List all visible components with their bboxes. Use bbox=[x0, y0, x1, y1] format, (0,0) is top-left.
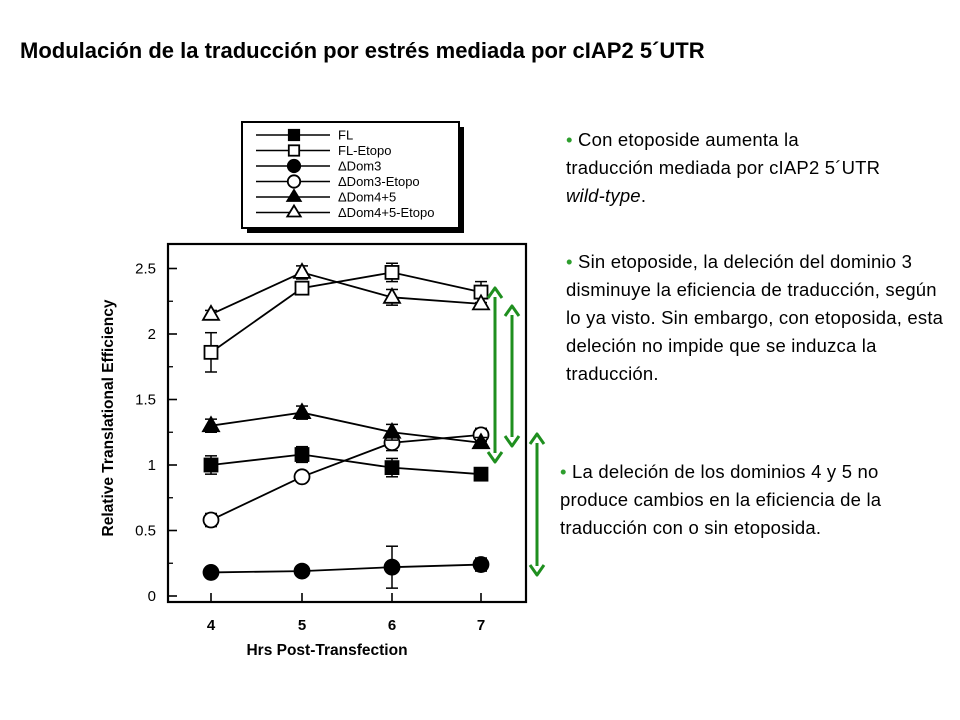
series-FL bbox=[205, 447, 488, 481]
data-point bbox=[475, 468, 488, 481]
x-tick-label: 7 bbox=[476, 617, 486, 634]
arrow-head-up bbox=[488, 288, 502, 298]
x-axis-label: Hrs Post-Transfection bbox=[246, 642, 408, 659]
data-point bbox=[203, 306, 219, 320]
legend-label: FL-Etopo bbox=[338, 143, 392, 158]
double-arrow bbox=[530, 434, 544, 575]
y-tick-label: 0.5 bbox=[135, 522, 156, 540]
chart-legend bbox=[242, 122, 464, 233]
legend-label: ΔDom4+5 bbox=[338, 189, 397, 205]
bullet-etoposide-increase bbox=[566, 126, 886, 210]
y-tick-label: 1 bbox=[147, 457, 156, 474]
slide-title: Modulación de la traducción por estrés mediada por cIAP2 5´UTR bbox=[20, 38, 705, 63]
legend-label: FL bbox=[338, 127, 354, 143]
series-ΔDom4+5 bbox=[203, 404, 489, 448]
x-tick-label: 4 bbox=[206, 617, 216, 634]
data-point bbox=[474, 557, 489, 572]
legend-label: ΔDom3-Etopo bbox=[338, 174, 420, 189]
legend-marker bbox=[288, 175, 300, 187]
data-point bbox=[205, 459, 218, 472]
arrow-head-up bbox=[505, 306, 519, 316]
bullet-text: Con etoposide aumenta la traducción mediada por cIAP2 5´UTR bbox=[566, 129, 881, 178]
bullet-dot: • bbox=[566, 129, 573, 150]
double-arrow bbox=[488, 288, 502, 462]
data-point bbox=[295, 469, 310, 484]
data-point bbox=[205, 346, 218, 359]
y-tick-label: 1.5 bbox=[135, 391, 156, 409]
bullet-dot: • bbox=[560, 461, 567, 482]
bullet-dot: • bbox=[566, 251, 573, 272]
arrow-head-up bbox=[530, 434, 544, 444]
series-ΔDom4+5-Etopo bbox=[203, 264, 489, 320]
series-line bbox=[211, 272, 481, 314]
data-point bbox=[296, 282, 309, 295]
series-line bbox=[211, 565, 481, 573]
comparison-arrows bbox=[488, 288, 544, 575]
legend-label: ΔDom4+5-Etopo bbox=[338, 205, 435, 220]
legend-marker bbox=[289, 130, 299, 140]
bullet-dom45-deletion bbox=[560, 458, 900, 542]
bullet-dom3-deletion bbox=[566, 248, 956, 388]
series-line bbox=[211, 413, 481, 443]
arrow-head-down bbox=[530, 565, 544, 575]
bullet-text-italic: wild-type bbox=[566, 185, 641, 206]
data-point bbox=[204, 513, 219, 528]
series-FL-Etopo bbox=[205, 263, 488, 372]
bullet-text: Sin etoposide, la deleción del dominio 3 disminuye la eficiencia de traducción, según lo ya visto. Sin embargo, con etoposida, esta deleción no impide que se induzca la traducción. bbox=[566, 251, 944, 384]
data-point bbox=[386, 461, 399, 474]
legend-label: ΔDom3 bbox=[338, 158, 382, 174]
legend-marker bbox=[288, 160, 300, 172]
y-tick-label: 0 bbox=[147, 588, 156, 605]
y-tick-label: 2.5 bbox=[135, 260, 156, 278]
data-point bbox=[296, 448, 309, 461]
x-tick-label: 6 bbox=[387, 617, 397, 634]
double-arrow bbox=[505, 306, 519, 446]
series-line bbox=[211, 455, 481, 475]
y-tick-label: 2 bbox=[147, 326, 156, 343]
data-point bbox=[385, 560, 400, 575]
legend-marker bbox=[289, 145, 299, 155]
arrow-head-down bbox=[488, 452, 502, 462]
series-ΔDom3-Etopo bbox=[204, 427, 489, 527]
bullet-text-end: . bbox=[640, 185, 647, 206]
bullet-text: La deleción de los dominios 4 y 5 no produce cambios en la eficiencia de la traducción con o sin etoposida. bbox=[560, 461, 882, 538]
data-point bbox=[386, 266, 399, 279]
arrow-head-down bbox=[505, 436, 519, 446]
data-point bbox=[295, 564, 310, 579]
data-point bbox=[204, 565, 219, 580]
y-axis-label: Relative Translational Efficiency bbox=[100, 299, 117, 537]
series-line bbox=[211, 435, 481, 520]
x-tick-label: 5 bbox=[297, 617, 307, 634]
series-ΔDom3 bbox=[204, 546, 489, 588]
plot-area bbox=[100, 244, 526, 659]
